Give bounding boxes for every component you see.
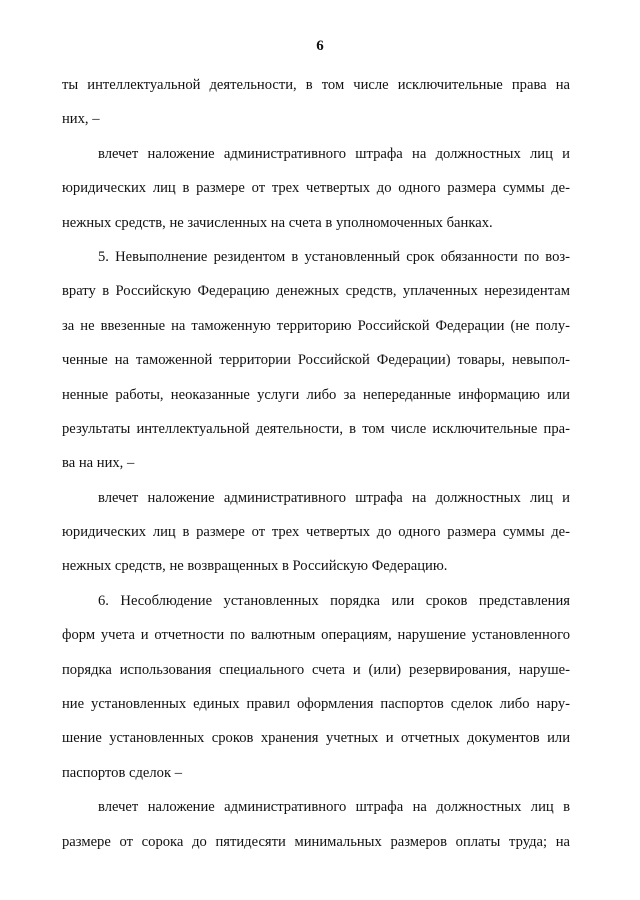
document-body	[62, 68, 570, 859]
paragraph-penalty-1	[62, 137, 570, 240]
text-line: влечет наложение административного штрафа на должностных лиц и	[98, 145, 570, 162]
text-line: ва на них, –	[62, 455, 135, 472]
text-line: них, –	[62, 111, 100, 128]
text-line: ние установленных единых правил оформления паспортов сделок либо нару-	[62, 696, 570, 713]
page-number: 6	[316, 38, 324, 54]
text-line: врату в Российскую Федерацию денежных средств, уплаченных нерезидентам	[62, 283, 570, 300]
text-line: 6. Несоблюдение установленных порядка или сроков представления	[98, 592, 570, 609]
paragraph-penalty-2	[62, 481, 570, 584]
paragraph-clause-5	[62, 240, 570, 481]
text-line: нежных средств, не зачисленных на счета в уполномоченных банках.	[62, 214, 493, 231]
text-line: ненные работы, неоказанные услуги либо за непереданные информацию или	[62, 386, 570, 403]
text-line: размере от сорока до пятидесяти минимальных размеров оплаты труда; на	[62, 833, 570, 850]
paragraph-continuation	[62, 68, 570, 137]
text-line: паспортов сделок –	[62, 764, 182, 781]
text-line: юридических лиц в размере от трех четвертых до одного размера суммы де-	[62, 524, 570, 541]
text-line: порядка использования специального счета и (или) резервирования, наруше-	[62, 661, 570, 678]
text-line: за не ввезенные на таможенную территорию Российской Федерации (не полу-	[62, 317, 570, 334]
text-line: нежных средств, не возвращенных в Российскую Федерацию.	[62, 558, 448, 575]
text-line: форм учета и отчетности по валютным операциям, нарушение установленного	[62, 627, 570, 644]
text-line: 5. Невыполнение резидентом в установленный срок обязанности по воз-	[98, 248, 570, 265]
text-line: влечет наложение административного штрафа на должностных лиц в	[98, 799, 570, 816]
text-line: ченные на таможенной территории Российской Федерации) товары, невыпол-	[62, 352, 570, 369]
paragraph-clause-6	[62, 584, 570, 790]
text-line: юридических лиц в размере от трех четвертых до одного размера суммы де-	[62, 180, 570, 197]
text-line: результаты интеллектуальной деятельности, в том числе исключительные пра-	[62, 420, 570, 437]
text-line: влечет наложение административного штрафа на должностных лиц и	[98, 489, 570, 506]
text-line: ты интеллектуальной деятельности, в том числе исключительные права на	[62, 77, 570, 93]
paragraph-penalty-3	[62, 790, 570, 859]
text-line: шение установленных сроков хранения учетных и отчетных документов или	[62, 730, 570, 747]
